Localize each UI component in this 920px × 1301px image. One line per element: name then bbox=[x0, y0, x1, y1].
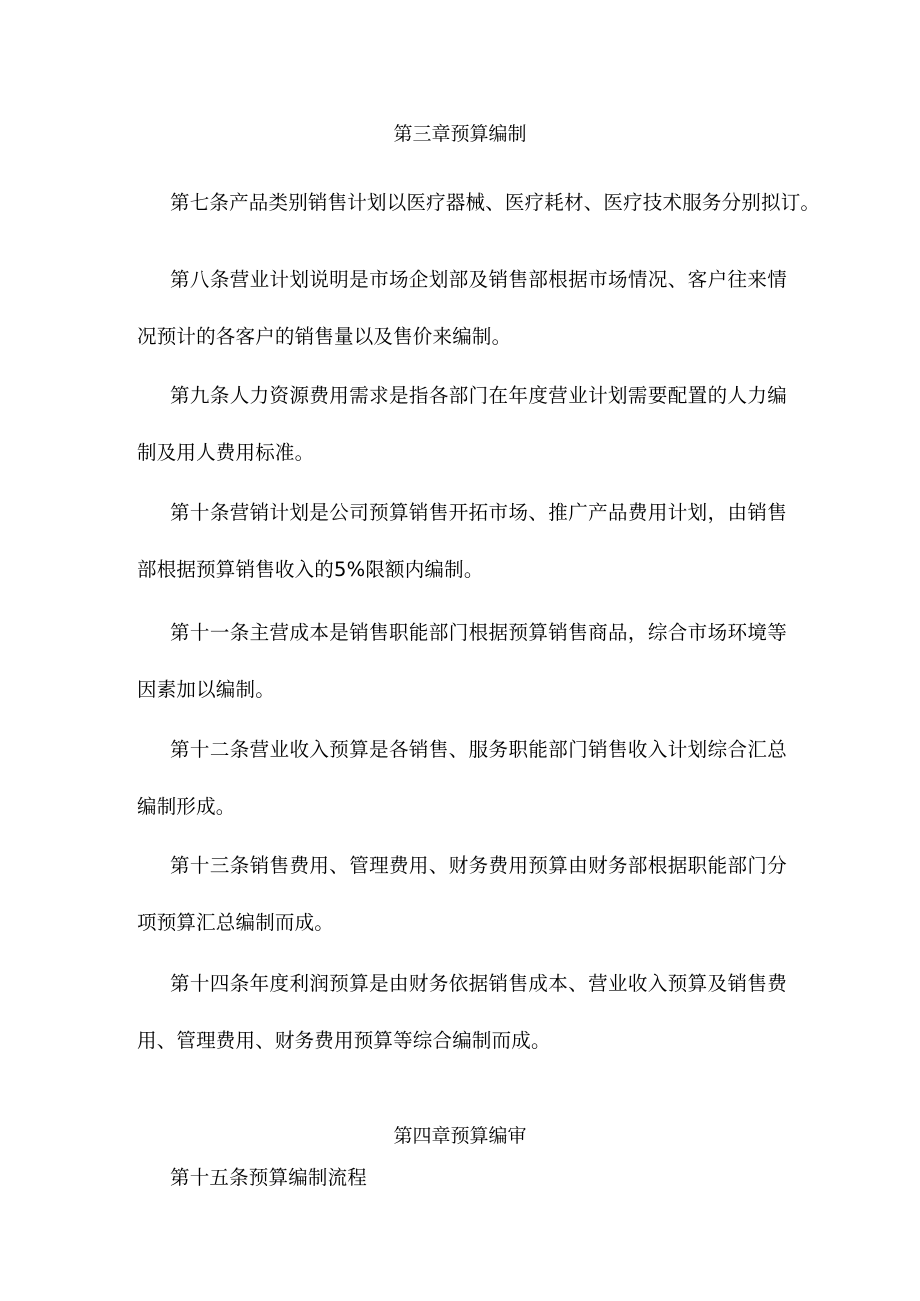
article-9: 第九条人力资源费用需求是指各部门在年度营业计划需要配置的人力编制及用人费用标准。 bbox=[137, 384, 787, 464]
chapter-3-heading: 第三章预算编制 bbox=[393, 123, 527, 145]
article-7: 第七条产品类别销售计划以医疗器械、医疗耗材、医疗技术服务分别拟订。 bbox=[170, 191, 821, 214]
article-15: 第十五条预算编制流程 bbox=[170, 1166, 368, 1189]
article-13: 第十三条销售费用、管理费用、财务费用预算由财务部根据职能部门分项预算汇总编制而成。 bbox=[137, 854, 787, 934]
article-14: 第十四条年度利润预算是由财务依据销售成本、营业收入预算及销售费用、管理费用、财务费用预算等综合编制而成。 bbox=[137, 972, 787, 1052]
article-11: 第十一条主营成本是销售职能部门根据预算销售商品，综合市场环境等因素加以编制。 bbox=[137, 621, 787, 701]
chapter-4-heading: 第四章预算编审 bbox=[393, 1125, 527, 1147]
article-8: 第八条营业计划说明是市场企划部及销售部根据市场情况、客户往来情况预计的各客户的销售量以及售价来编制。 bbox=[137, 268, 787, 348]
article-12: 第十二条营业收入预算是各销售、服务职能部门销售收入计划综合汇总编制形成。 bbox=[137, 738, 787, 818]
article-10: 第十条营销计划是公司预算销售开拓市场、推广产品费用计划，由销售部根据预算销售收入的5%限额内编制。 bbox=[137, 501, 787, 581]
